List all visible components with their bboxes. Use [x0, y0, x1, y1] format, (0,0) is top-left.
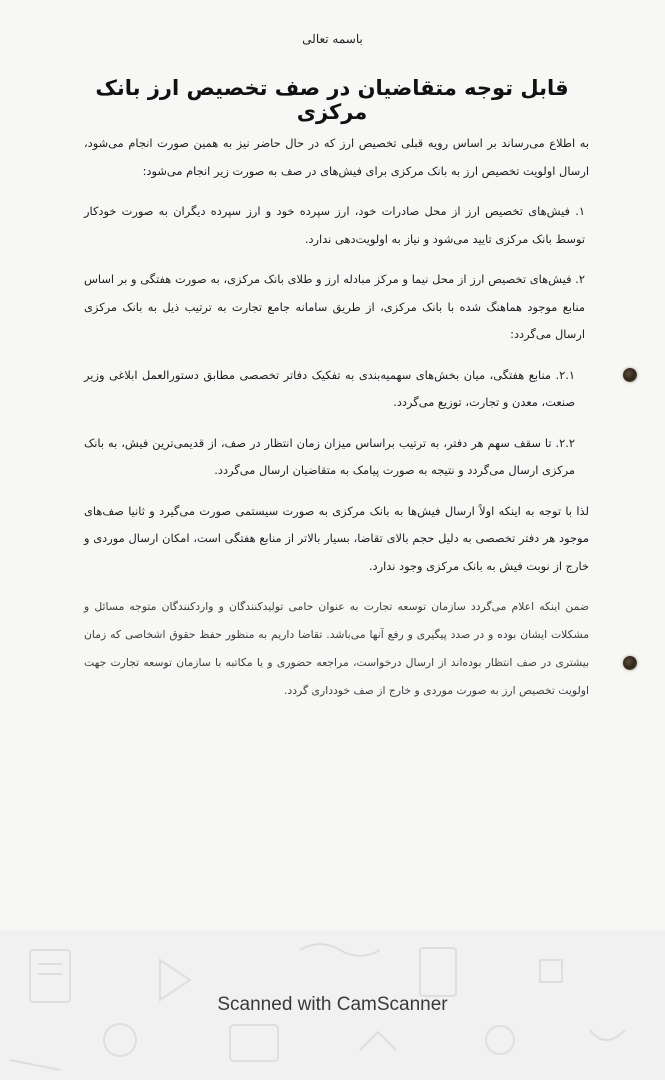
- item-1-paragraph: ۱. فیش‌های تخصیص ارز از محل صادرات خود، ارز سپرده خود و ارز سپرده دیگران به صورت خودکار توسط بانک مرکزی تایید می‌شود و نیاز به اولویت‌دهی ندارد.: [84, 204, 585, 246]
- binder-hole-icon: [623, 656, 637, 670]
- binder-hole-icon: [623, 368, 637, 382]
- item-2-2-paragraph: ۲.۲. تا سقف سهم هر دفتر، به ترتیب براساس میزان زمان انتظار در صف، از قدیمی‌ترین فیش، به بانک مرکزی ارسال می‌گردد و نتیجه به صورت پیامک به متقاضیان ارسال می‌گردد.: [84, 435, 575, 477]
- intro-paragraph: به اطلاع می‌رساند بر اساس رویه قبلی تخصیص ارز که در حال حاضر نیز به همین صورت انجام می‌شود، ارسال اولویت تخصیص ارز به بانک مرکزی برای فیش‌های در صف به صورت زیر انجام می‌شود:: [84, 136, 589, 178]
- camscanner-footer: [0, 930, 665, 1080]
- top-heading: باسمه تعالی: [302, 32, 363, 46]
- item-2-paragraph: ۲. فیش‌های تخصیص ارز از محل نیما و مرکز مبادله ارز و طلای بانک مرکزی، به صورت هفتگی و بر اساس منابع موجود هماهنگ شده با بانک مرکزی، از طریق سامانه جامع تجارت به ترتیب ذیل به بانک مرکزی ارسال می‌گردد:: [84, 272, 585, 341]
- closing-paragraph: ضمن اینکه اعلام می‌گردد سازمان توسعه تجارت به عنوان حامی تولیدکنندگان و واردکنندگان متوجه مسائل و مشکلات ایشان بوده و در صدد پیگیری و رفع آنها می‌باشد. تقاضا داریم به منظور حفظ حقوق اشخاصی که زمان بیشتری در صف انتظار بوده‌اند از ارسال درخواست، مراجعه حضوری و یا مکاتبه با سازمان توسعه تجارت جهت اولویت تخصیص ارز به صورت موردی و خارج از صف خودداری گردد.: [84, 600, 589, 697]
- document-body: [84, 130, 589, 718]
- document-title: قابل توجه متقاضیان در صف تخصیص ارز بانک مرکزی: [95, 76, 569, 124]
- conclusion-paragraph: لذا با توجه به اینکه اولاً ارسال فیش‌ها به بانک مرکزی به صورت سیستمی صورت می‌گیرد و ثانیا صف‌های موجود هر دفتر تخصصی به دلیل حجم بالای تقاضا، بسیار بالاتر از منابع هفتگی است، امکان ارسال موردی و خارج از نوبت فیش به بانک مرکزی وجود ندارد.: [84, 503, 589, 573]
- scanner-watermark: Scanned with CamScanner: [217, 994, 448, 1015]
- item-2-1-paragraph: ۲.۱. منابع هفتگی، میان بخش‌های سهمیه‌بندی به تفکیک دفاتر تخصصی مطابق دستورالعمل ابلاغی وزیر صنعت، معدن و تجارت، توزیع می‌گردد.: [84, 367, 575, 409]
